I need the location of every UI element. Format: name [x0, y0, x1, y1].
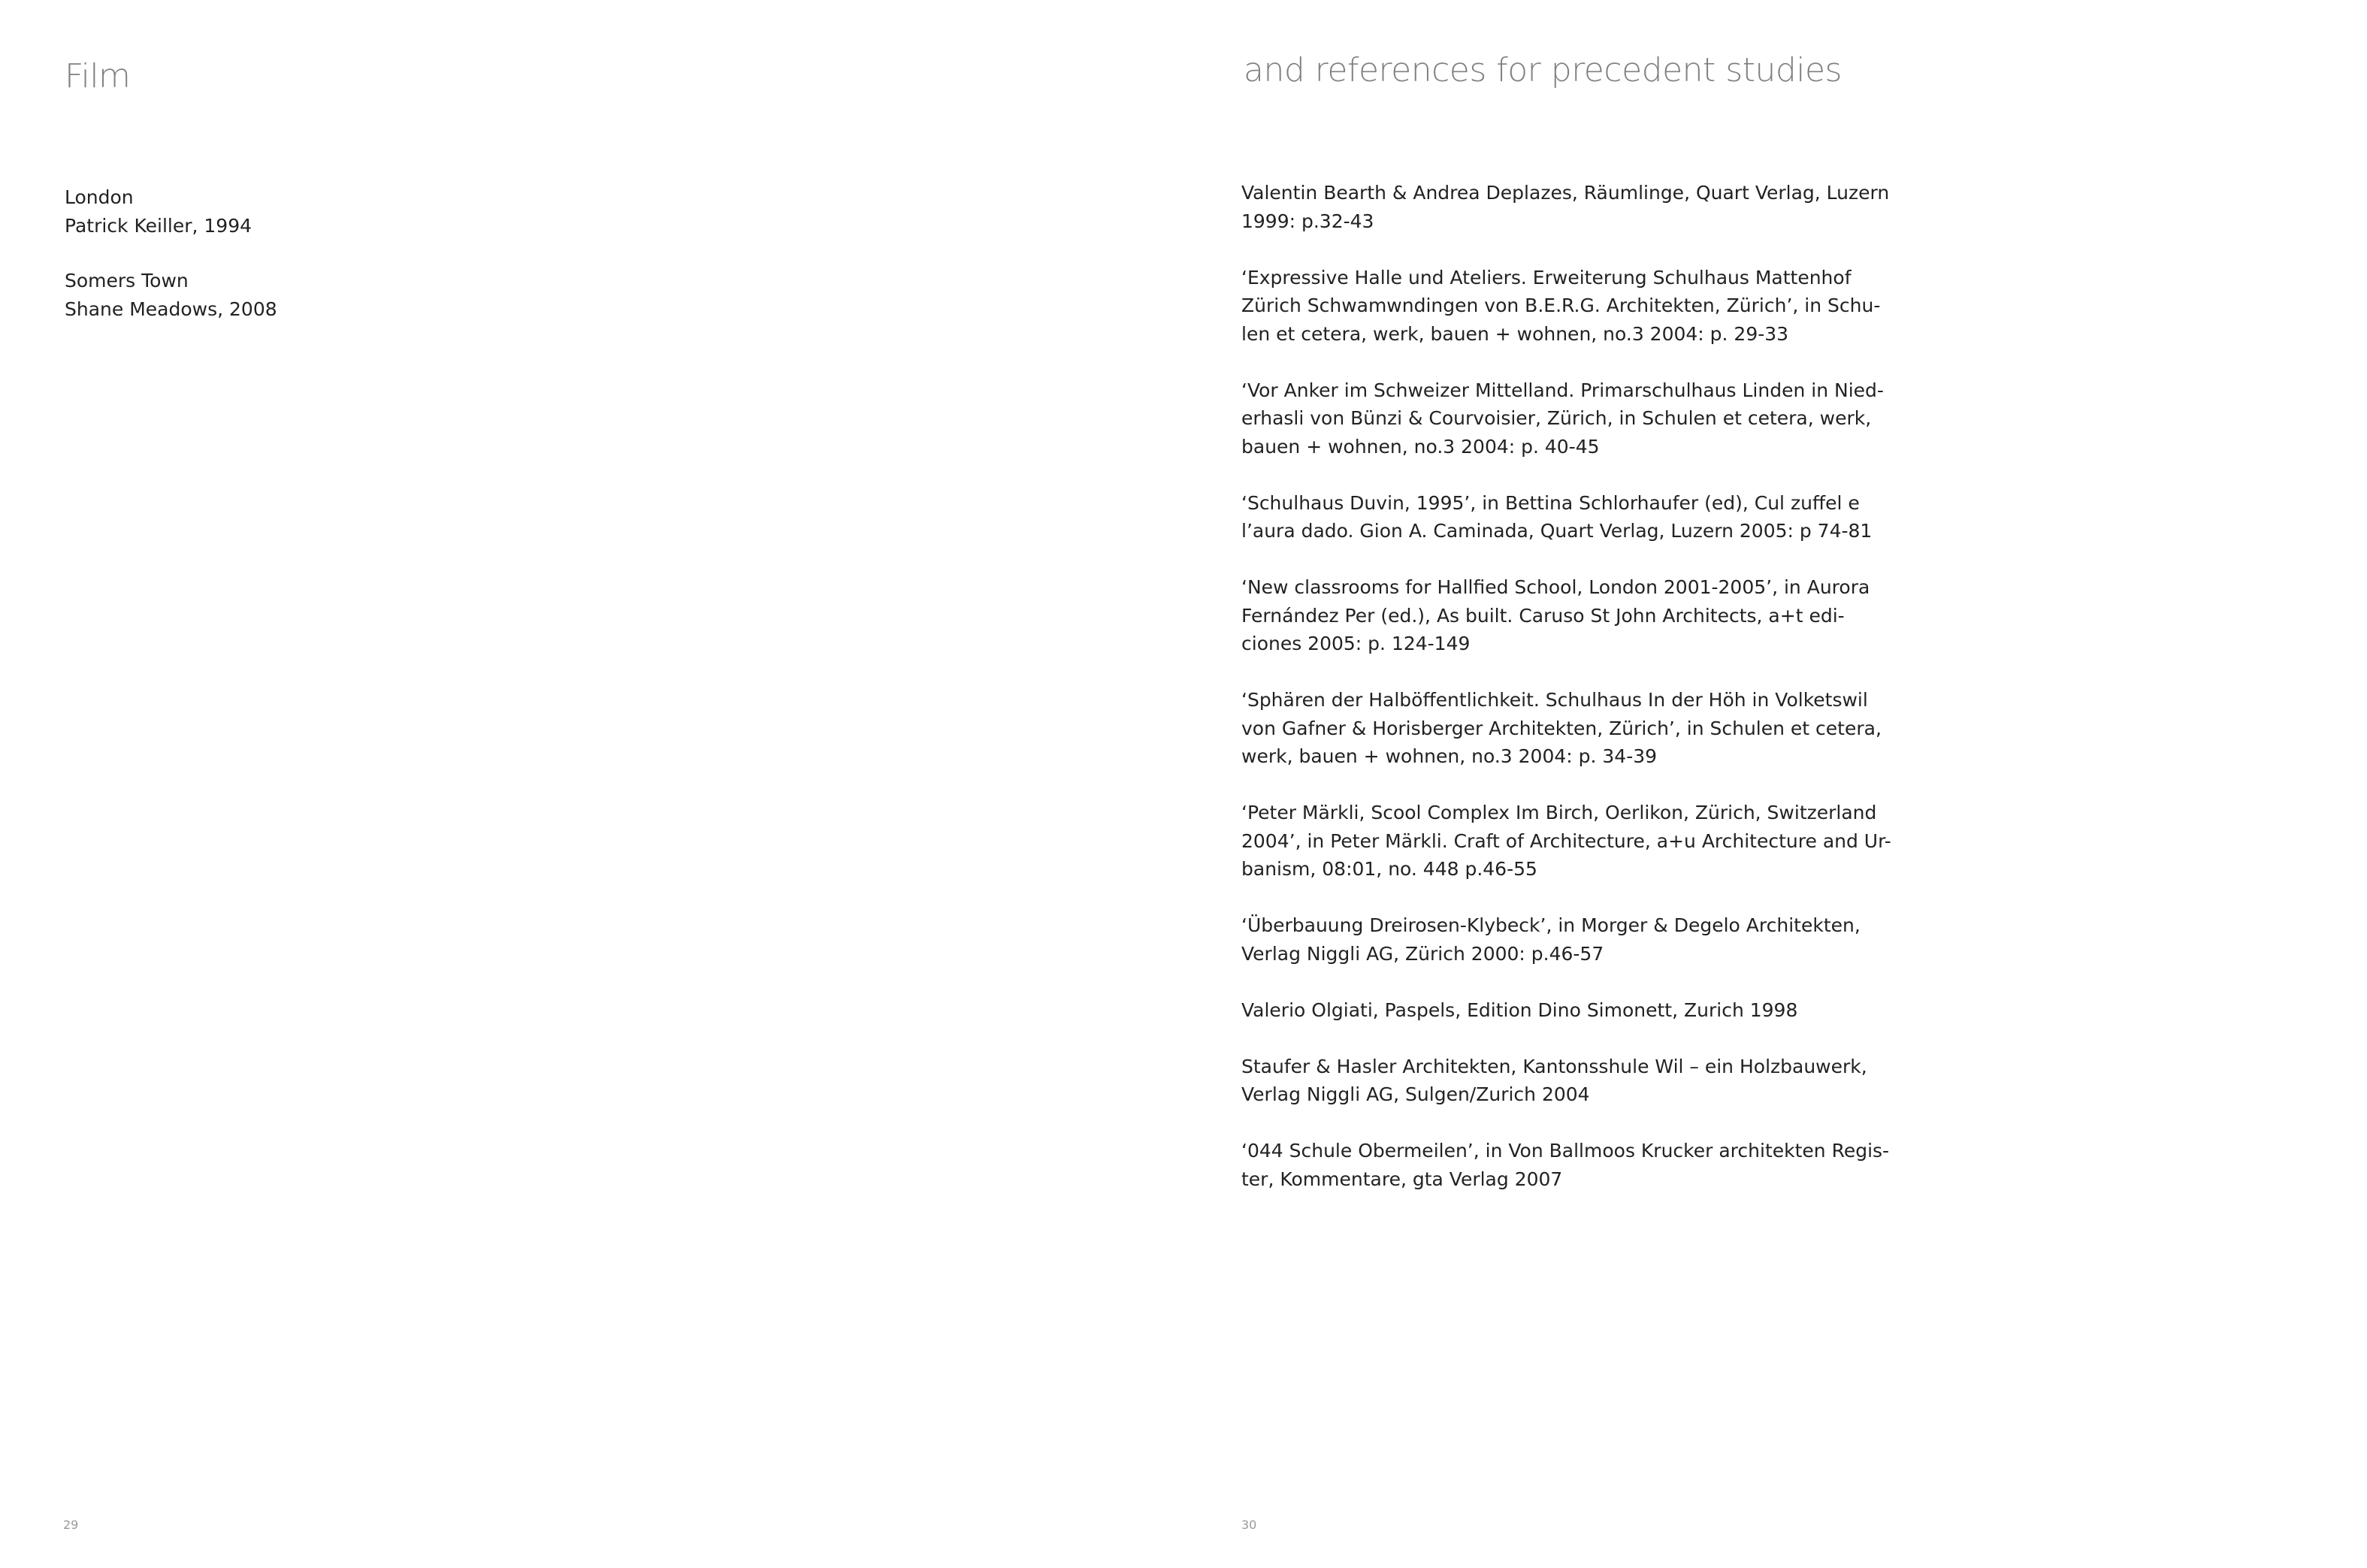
reference-line: 2004’, in Peter Märkli. Craft of Architecture, a+u Architecture and Ur- [1241, 829, 1891, 852]
reference-line: Valerio Olgiati, Paspels, Edition Dino Simonett, Zurich 1998 [1241, 999, 1798, 1021]
reference-entry [1241, 1137, 1890, 1193]
page-number: 29 [63, 1518, 79, 1532]
reference-line: ‘New classrooms for Hallfied School, London 2001-2005’, in Aurora [1241, 576, 1870, 598]
page-heading-film: Film [65, 57, 131, 95]
reference-line: ter, Kommentare, gta Verlag 2007 [1241, 1168, 1563, 1190]
film-credit: Shane Meadows, 2008 [65, 298, 277, 320]
film-entry [65, 267, 591, 323]
reference-entry [1241, 264, 1881, 349]
reference-line: ciones 2005: p. 124-149 [1241, 633, 1471, 654]
page-heading-references: and references for precedent studies [1244, 51, 1842, 89]
reference-line: Staufer & Hasler Architekten, Kantonsshule Wil – ein Holzbauwerk, [1241, 1055, 1867, 1077]
reference-line: 1999: p.32-43 [1241, 210, 1374, 232]
page-number: 30 [1241, 1518, 1257, 1532]
reference-line: ‘Sphären der Halböffentlichkeit. Schulhaus In der Höh in Volketswil [1241, 689, 1868, 711]
reference-line: Zürich Schwamwndingen von B.E.R.G. Architekten, Zürich’, in Schu- [1241, 295, 1881, 316]
reference-entry [1241, 489, 1873, 545]
reference-line: l’aura dado. Gion A. Caminada, Quart Verlag, Luzern 2005: p 74-81 [1241, 520, 1873, 542]
reference-entry [1241, 573, 1870, 658]
reference-line: ‘Schulhaus Duvin, 1995’, in Bettina Schlorhaufer (ed), Cul zuffel e [1241, 491, 1860, 514]
reference-line: ‘Vor Anker im Schweizer Mittelland. Primarschulhaus Linden in Nied- [1241, 379, 1884, 401]
reference-line: len et cetera, werk, bauen + wohnen, no.3 2004: p. 29-33 [1241, 322, 1789, 345]
reference-line: ‘Peter Märkli, Scool Complex Im Birch, Oerlikon, Zürich, Switzerland [1241, 802, 1877, 823]
film-list [65, 183, 591, 350]
reference-line: werk, bauen + wohnen, no.3 2004: p. 34-39 [1241, 745, 1658, 767]
reference-entry [1241, 1053, 1867, 1109]
reference-line: von Gafner & Horisberger Architekten, Zürich’, in Schulen et cetera, [1241, 717, 1882, 739]
reference-line: Verlag Niggli AG, Zürich 2000: p.46-57 [1241, 942, 1604, 965]
reference-line: banism, 08:01, no. 448 p.46-55 [1241, 858, 1537, 880]
reference-entry [1241, 799, 1891, 884]
reference-line: ‘044 Schule Obermeilen’, in Von Ballmoos Krucker architekten Regis- [1241, 1140, 1890, 1162]
reference-entry [1241, 376, 1884, 461]
reference-entry [1241, 686, 1882, 771]
right-page [1184, 0, 2367, 1568]
reference-entry [1241, 996, 1850, 1025]
film-title: London [65, 186, 134, 208]
reference-line: ‘Expressive Halle und Ateliers. Erweiterung Schulhaus Mattenhof [1241, 266, 1852, 289]
reference-entry [1241, 179, 1890, 235]
reference-line: erhasli von Bünzi & Courvoisier, Zürich, in Schulen et cetera, werk, [1241, 407, 1872, 429]
reference-list [1241, 179, 1891, 1222]
film-credit: Patrick Keiller, 1994 [65, 214, 252, 237]
film-entry [65, 183, 591, 240]
reference-line: Fernández Per (ed.), As built. Caruso St John Architects, a+t edi- [1241, 604, 1845, 627]
reference-line: bauen + wohnen, no.3 2004: p. 40-45 [1241, 435, 1600, 458]
reference-line: Verlag Niggli AG, Sulgen/Zurich 2004 [1241, 1083, 1590, 1105]
reference-line: Valentin Bearth & Andrea Deplazes, Räumlinge, Quart Verlag, Luzern [1241, 182, 1890, 204]
reference-entry [1241, 911, 1861, 968]
film-title: Somers Town [65, 270, 189, 292]
reference-line: ‘Überbauung Dreirosen-Klybeck’, in Morger & Degelo Architekten, [1241, 914, 1861, 936]
